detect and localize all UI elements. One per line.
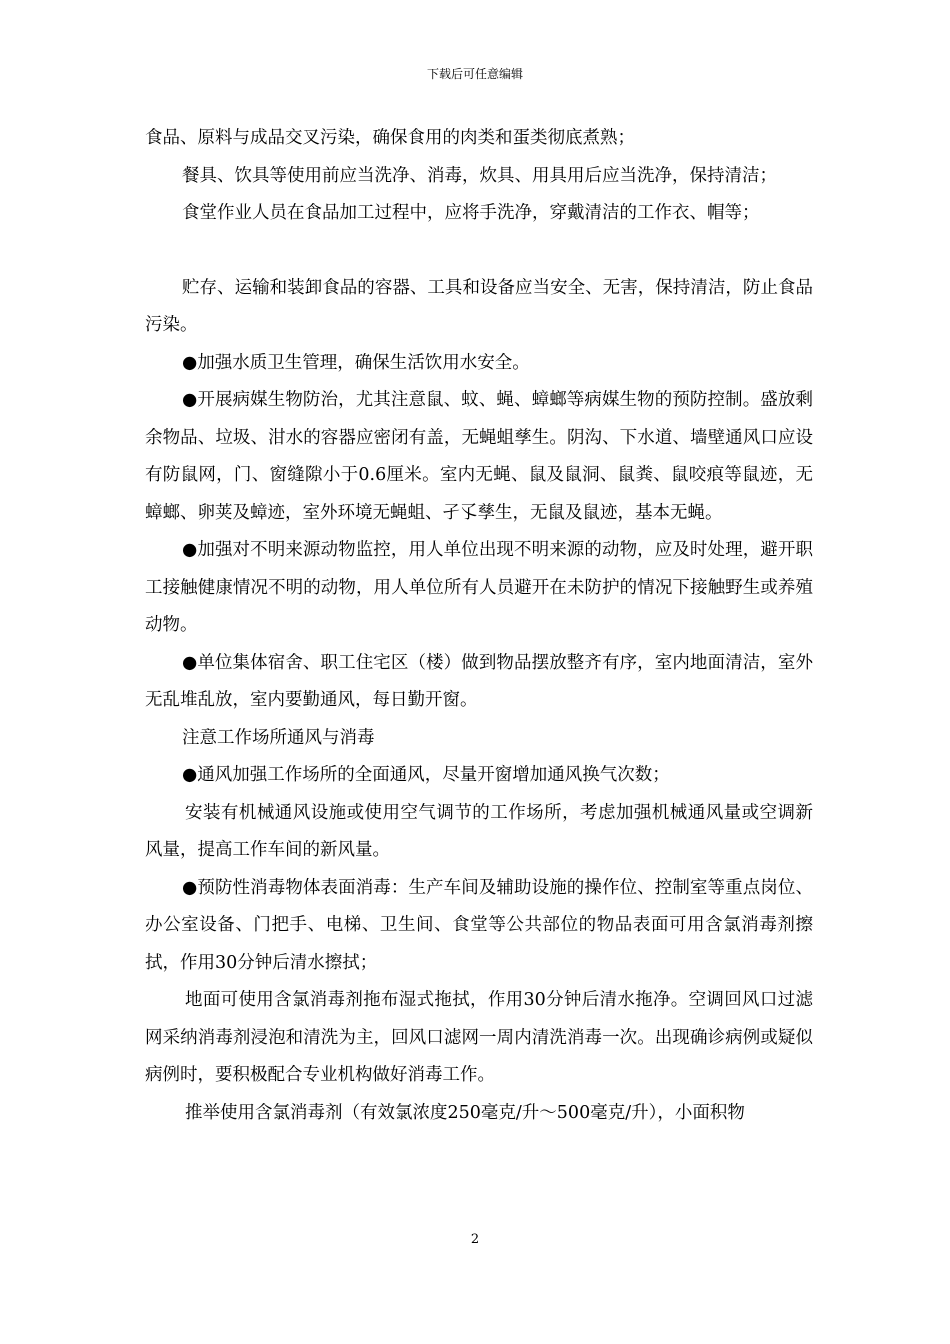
paragraph-chlorine-disinfectant: 推举使用含氯消毒剂（有效氯浓度250毫克/升～500毫克/升），小面积物 [185, 1102, 745, 1123]
paragraph-food-cross-contamination: 食品、原料与成品交叉污染，确保食用的肉类和蛋类彻底煮熟； [145, 128, 635, 148]
document-body [145, 120, 813, 1132]
paragraph-canteen-staff-hygiene: 食堂作业人员在食品加工过程中，应将手洗净，穿戴清洁的工作衣、帽等； [182, 203, 760, 223]
section-heading-ventilation-disinfection: 注意工作场所通风与消毒 [182, 727, 375, 748]
paragraph-mechanical-ventilation: 安装有机械通风设施或使用空气调节的工作场所，考虑加强机械通风量或空调新风量，提高工作车间的新风量。 [145, 802, 813, 860]
paragraph-ventilation: ●通风加强工作场所的全面通风，尽量开窗增加通风换气次数； [182, 765, 670, 785]
paragraph-surface-disinfection: ●预防性消毒物体表面消毒：生产车间及辅助设施的操作位、控制室等重点岗位、办公室设备、门把手、电梯、卫生间、食堂等公共部位的物品表面可用含氯消毒剂擦拭，作用30分钟后清水擦拭； [145, 877, 813, 973]
paragraph-animal-monitoring: ●加强对不明来源动物监控，用人单位出现不明来源的动物，应及时处理，避开职工接触健康情况不明的动物，用人单位所有人员避开在未防护的情况下接触野生或养殖动物。 [145, 540, 813, 635]
paragraph-food-containers: 贮存、运输和装卸食品的容器、工具和设备应当安全、无害，保持清洁，防止食品污染。 [145, 277, 813, 335]
page-number: 2 [470, 1232, 480, 1247]
paragraph-tableware-disinfection: 餐具、饮具等使用前应当洗净、消毒，炊具、用具用后应当洗净，保持清洁； [182, 165, 777, 186]
page-header: 下载后可任意编辑 [426, 67, 523, 81]
paragraph-vector-control: ●开展病媒生物防治，尤其注意鼠、蚊、蝇、蟑螂等病媒生物的预防控制。盛放剩余物品、垃圾、泔水的容器应密闭有盖，无蝇蛆孳生。阴沟、下水道、墙壁通风口应设有防鼠网，门、窗缝隙小于0.6厘米。室内无蝇、鼠及鼠洞、鼠粪、鼠咬痕等鼠迹，无蟑螂、卵荚及蟑迹，室外环境无蝇蛆、孑孓孳生，无鼠及鼠迹，基本无蝇。 [145, 390, 813, 523]
paragraph-water-quality: ●加强水质卫生管理，确保生活饮用水安全。 [182, 352, 530, 373]
paragraph-dormitory-hygiene: ●单位集体宿舍、职工住宅区（楼）做到物品摆放整齐有序，室内地面清洁，室外无乱堆乱放，室内要勤通风，每日勤开窗。 [145, 652, 813, 710]
paragraph-floor-disinfection: 地面可使用含氯消毒剂拖布湿式拖拭，作用30分钟后清水拖净。空调回风口过滤网采纳消毒剂浸泡和清洗为主，回风口滤网一周内清洗消毒一次。出现确诊病例或疑似病例时，要积极配合专业机构做好消毒工作。 [145, 990, 813, 1085]
